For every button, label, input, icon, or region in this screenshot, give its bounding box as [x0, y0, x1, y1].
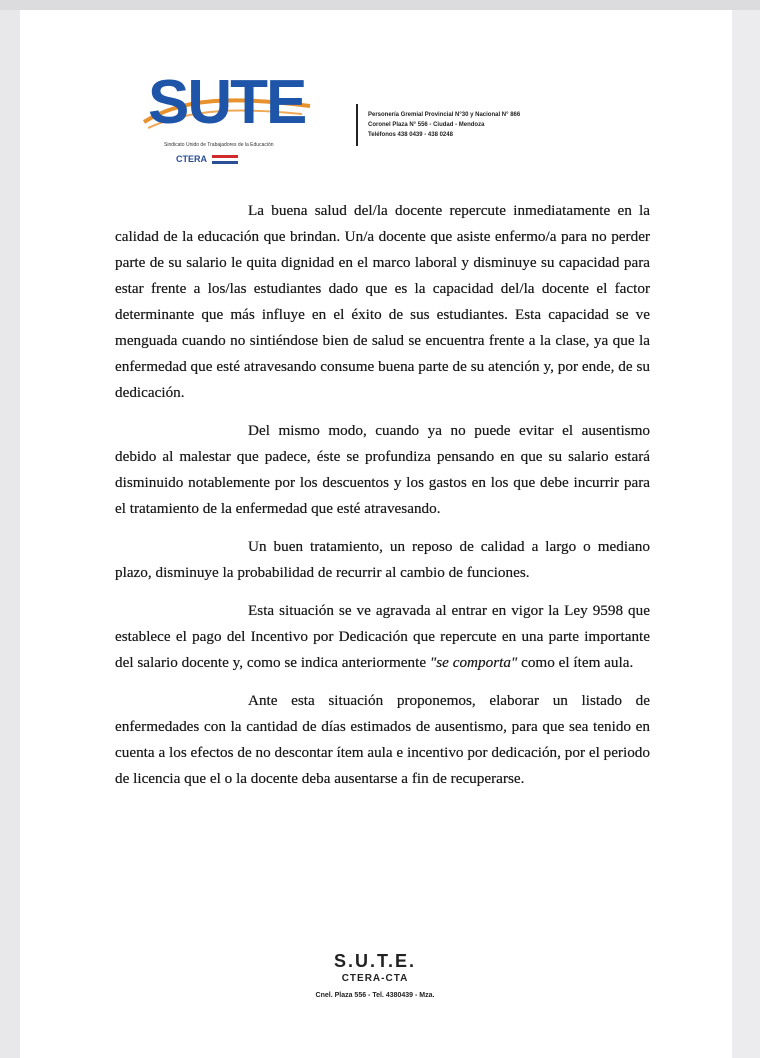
- header-divider: [356, 104, 358, 146]
- info-line-2: Coronel Plaza N° 556 - Ciudad - Mendoza: [368, 122, 485, 128]
- paragraph-4-quote: "se comporta": [429, 654, 518, 671]
- footer-address: Cnel. Plaza 556 - Tel. 4380439 - Mza.: [315, 992, 435, 999]
- ctera-mark: [176, 154, 238, 164]
- paragraph-4-end: como el ítem aula.: [517, 654, 634, 671]
- info-line-1: Personería Gremial Provincial N°30 y Nacional N° 866: [368, 112, 521, 118]
- document-page: [20, 10, 732, 1058]
- paragraph-4-start: Esta situación se ve agravada al entrar en vigor la Ley 9598 que establece el pago del Incentivo por Dedicación que repercute en una parte importante del salario docente y, como se indica anteriormente: [115, 602, 650, 671]
- sute-logo: [142, 68, 322, 182]
- document-body: [115, 198, 650, 804]
- ctera-text: CTERA: [176, 154, 207, 164]
- logo-text: SUTE: [148, 68, 306, 137]
- footer-subtitle: CTERA-CTA: [341, 973, 409, 984]
- paragraph-4: [115, 598, 650, 676]
- header-info: [368, 110, 520, 140]
- logo-subtitle: Sindicato Unido de Trabajadores de la Educación: [164, 142, 274, 148]
- info-line-3: Teléfonos 438 0439 - 438 0248: [368, 132, 453, 138]
- paragraph-2: Del mismo modo, cuando ya no puede evitar el ausentismo debido al malestar que padece, éste se profundiza pensando en que su salario estará disminuido notablemente por los descuentos y los gastos en los que debe incurrir para el tratamiento de la enfermedad que esté atravesando.: [115, 422, 650, 517]
- paragraph-5: Ante esta situación proponemos, elaborar un listado de enfermedades con la cantidad de días estimados de ausentismo, para que sea tenido en cuenta a los efectos de no descontar ítem aula e incentivo por dedicación, por el periodo de licencia que el o la docente deba ausentarse a fin de recuperarse.: [115, 692, 650, 787]
- flag-icon: [212, 155, 238, 164]
- footer-stamp: [280, 950, 470, 1001]
- paragraph-3: Un buen tratamiento, un reposo de calidad a largo o mediano plazo, disminuye la probabilidad de recurrir al cambio de funciones.: [115, 538, 650, 581]
- top-edge: [0, 0, 760, 10]
- right-edge: [732, 10, 760, 1058]
- footer-title: S.U.T.E.: [333, 951, 416, 971]
- paragraph-1: La buena salud del/la docente repercute inmediatamente en la calidad de la educación que brindan. Un/a docente que asiste enfermo/a para no perder parte de su salario le quita dignidad en el marco laboral y disminuye su capacidad para estar frente a los/las estudiantes dado que es la capacidad del/la docente el factor determinante que más influye en el éxito de sus estudiantes. Esta capacidad se ve menguada cuando no sintiéndose bien de salud se encuentra frente a la clase, ya que la enfermedad que esté atravesando consume buena parte de su atención y, por ende, de su dedicación.: [115, 202, 650, 401]
